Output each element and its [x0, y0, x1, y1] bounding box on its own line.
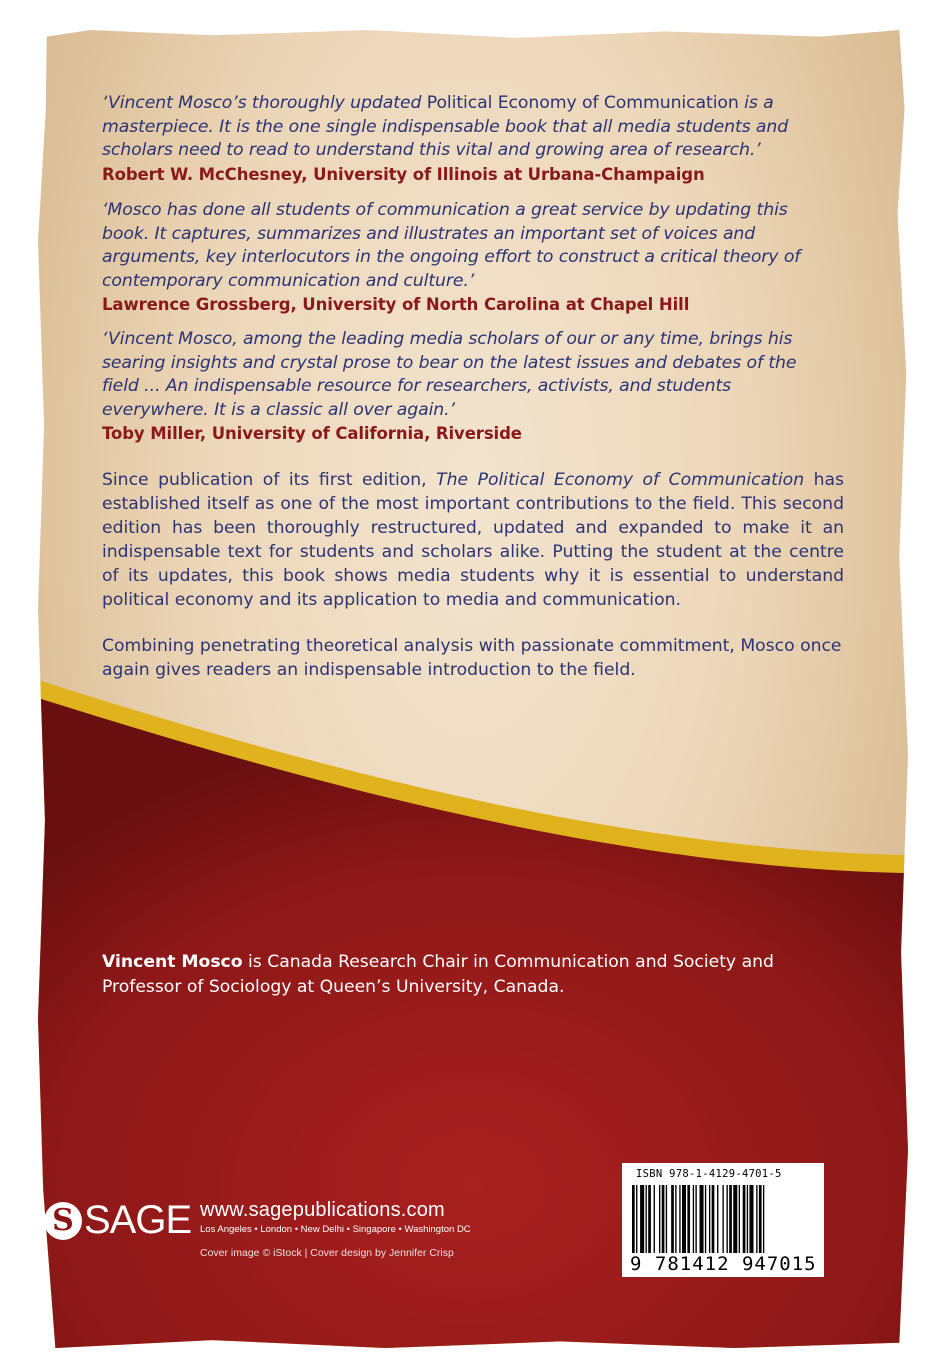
publisher-logo: [44, 1198, 191, 1243]
barcode-bar: [675, 1185, 676, 1253]
description-paragraph-1: Since publication of its first edition, The Political Economy of Communication has established itself as one of the most important contributions to the field. This second edition has been thoroughly restructured, updated and expanded to make it an indispensable text for students and scholars alike. Putting the student at the centre of its updates, this book shows media students why it is essential to understand political economy and its application to media and communication.: [102, 470, 844, 610]
barcode-digits: 9 781412 947015: [630, 1253, 817, 1275]
barcode-bar: [646, 1185, 647, 1253]
barcode-bar: [712, 1185, 715, 1253]
publisher-url[interactable]: www.sagepublications.com: [200, 1199, 445, 1221]
barcode-bar: [705, 1185, 706, 1253]
barcode-bar: [727, 1185, 728, 1253]
isbn-label: ISBN 978-1-4129-4701-5: [636, 1168, 782, 1180]
barcode-bar: [648, 1185, 651, 1253]
barcode-bar: [687, 1185, 690, 1253]
barcode-bar: [654, 1185, 655, 1253]
barcode-bar: [695, 1185, 696, 1253]
barcode-bar: [722, 1185, 723, 1253]
sage-logo-icon: S: [44, 1202, 82, 1240]
barcode-bar: [747, 1185, 748, 1253]
cover-credits: Cover image © iStock | Cover design by Jennifer Crisp: [200, 1247, 454, 1259]
review-quote-1: ‘Vincent Mosco’s thoroughly updated Political Economy of Communication is a masterpiece. It is the one single indispensable book that all media students and scholars need to read to understand this vital and growing area of research.’ Robert W. McChesney, University of Illinois at Urbana-Champaign: [102, 92, 832, 186]
barcode-bar: [682, 1185, 686, 1253]
barcode-bar: [700, 1185, 704, 1253]
barcode-bar: [759, 1185, 762, 1253]
barcode-bar: [679, 1185, 680, 1253]
barcode-bar: [636, 1185, 637, 1253]
isbn-barcode: [622, 1163, 824, 1277]
barcode-bar: [733, 1185, 737, 1253]
barcode-bar: [709, 1185, 710, 1253]
barcode-bar: [739, 1185, 740, 1253]
review-quote-2: ‘Mosco has done all students of communication a great service by updating this book. It captures, summarizes and illustrates an important set of voices and arguments, key interlocutors in the ongoing effort to construct a critical theory of contemporary communication and culture.’ Lawrence Grossberg, University of North Carolina at Chapel Hill: [102, 199, 832, 317]
barcode-bar: [717, 1185, 718, 1253]
barcode-bar: [666, 1185, 667, 1253]
publisher-cities: Los Angeles • London • New Delhi • Singapore • Washington DC: [200, 1224, 471, 1235]
author-name: Vincent Mosco: [102, 952, 243, 972]
review-quote-3: ‘Vincent Mosco, among the leading media scholars of our or any time, brings his searing insights and crystal prose to bear on the latest issues and debates of the field ... An indispensable resource for researchers, activists, and students everywhere. It is a classic all over again.’ Toby Miller, University of California, Riverside: [102, 328, 832, 446]
author-bio: Vincent Mosco is Canada Research Chair in Communication and Society and Professor of Sociology at Queen’s University, Canada.: [102, 952, 774, 997]
review-attribution-1: Robert W. McChesney, University of Illinois at Urbana-Champaign: [102, 164, 705, 184]
barcode-bar: [671, 1185, 674, 1253]
barcode-bar: [729, 1185, 732, 1253]
barcode-bar: [743, 1185, 746, 1253]
barcode-bar: [749, 1185, 753, 1253]
review-attribution-3: Toby Miller, University of California, Riverside: [102, 424, 522, 443]
review-attribution-2: Lawrence Grossberg, University of North Carolina at Chapel Hill: [102, 295, 690, 314]
barcode-bar: [662, 1185, 665, 1253]
barcode-bar: [659, 1185, 660, 1253]
barcode-bar: [763, 1185, 764, 1253]
barcode-bars: [632, 1185, 814, 1255]
description-paragraph-2: Combining penetrating theoretical analysis with passionate commitment, Mosco once again gives readers an indispensable introduction to the field.: [102, 636, 842, 680]
publisher-info: [200, 1199, 471, 1235]
barcode-bar: [693, 1185, 694, 1253]
barcode-bar: [756, 1185, 757, 1253]
barcode-bar: [632, 1185, 635, 1253]
publisher-name: SAGE: [84, 1198, 192, 1242]
barcode-bar: [640, 1185, 644, 1253]
